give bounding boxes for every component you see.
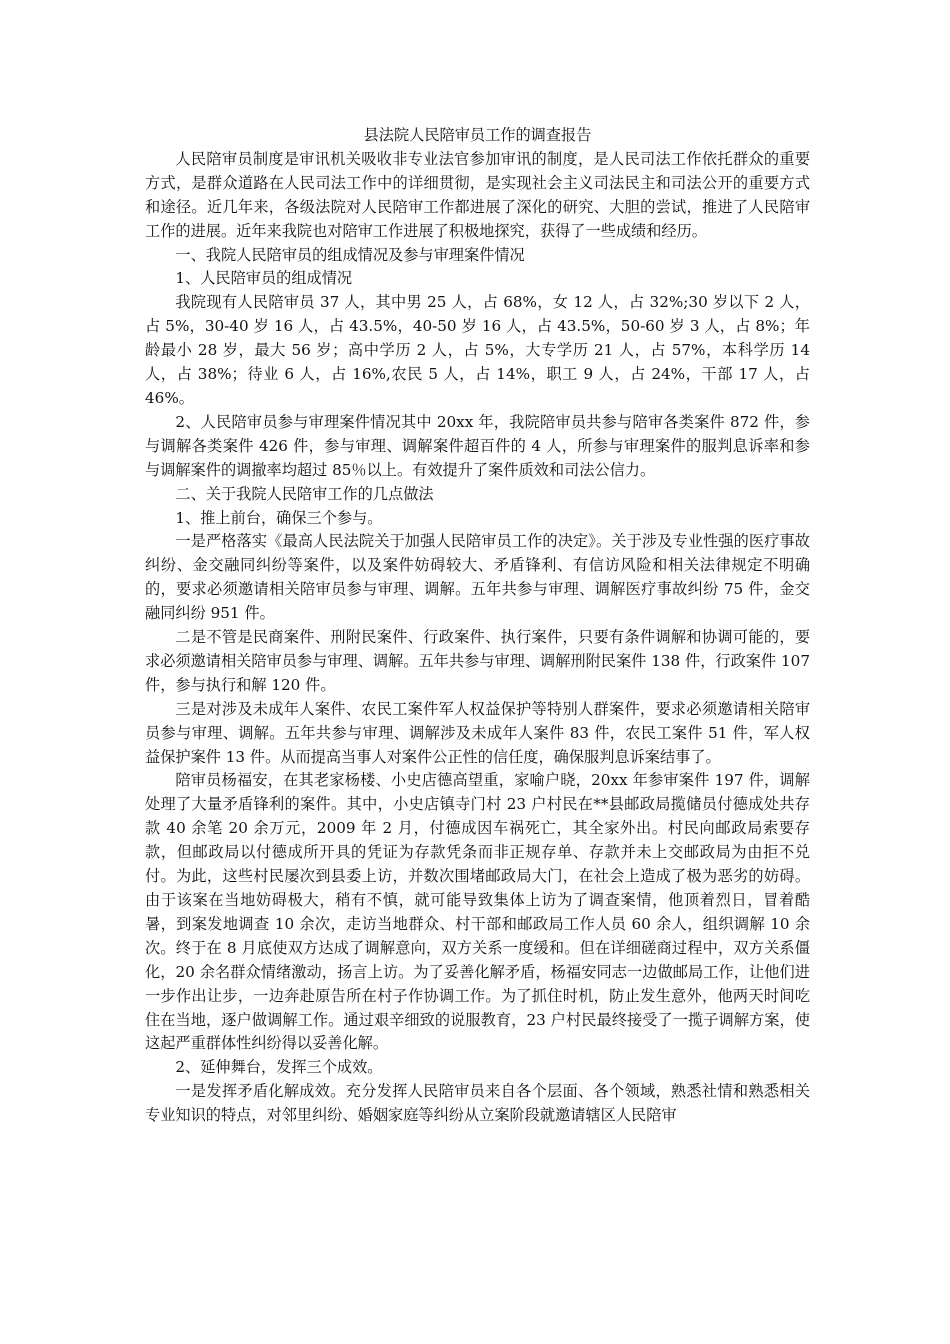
section-heading-1: 一、我院人民陪审员的组成情况及参与审理案件情况 — [175, 245, 525, 264]
practice-paragraph-1: 一是严格落实《最高人民法院关于加强人民陪审员工作的决定》。关于涉及专业性强的医疗事故纠纷、金交融同纠纷等案件，以及案件妨碍较大、矛盾锋利、有信访风险和相关法律规定不明确的，要求必须邀请相关陪审员参与审理、调解。五年共参与审理、调解医疗事故纠纷 75 件，金交融同纠纷 951 件。 — [145, 532, 810, 623]
subsection-heading-1-1: 1、人民陪审员的组成情况 — [175, 269, 353, 288]
section-heading-2: 二、关于我院人民陪审工作的几点做法 — [175, 484, 434, 503]
document-page — [145, 124, 810, 1128]
document-title: 县法院人民陪审员工作的调查报告 — [363, 126, 592, 144]
composition-paragraph: 我院现有人民陪审员 37 人，其中男 25 人，占 68%，女 12 人，占 32%;30 岁以下 2 人，占 5%，30-40 岁 16 人，占 43.5%，40-50 岁 16 人，占 43.5%，50-60 岁 3 人，占 8%；年龄最小 28 岁，最大 56 岁；高中学历 2 人，占 5%，大专学历 21 人，占 57%，本科学历 14 人，占 38%；待业 6 人，占 16%,农民 5 人，占 14%，职工 9 人，占 24%，干部 17 人，占 46%。 — [145, 293, 810, 407]
subsection-heading-2-2: 2、延伸舞台，发挥三个成效。 — [175, 1058, 383, 1077]
practice-paragraph-2: 二是不管是民商案件、刑附民案件、行政案件、执行案件，只要有条件调解和协调可能的，要求必须邀请相关陪审员参与审理、调解。五年共参与审理、调解刑附民案件 138 件，行政案件 107 件，参与执行和解 120 件。 — [145, 628, 810, 694]
case-participation-paragraph: 2、人民陪审员参与审理案件情况其中 20xx 年，我院陪审员共参与陪审各类案件 872 件，参与调解各类案件 426 件，参与审理、调解案件超百件的 4 人，所参与审理案件的服判息诉率和参与调解案件的调撤率均超过 85％以上。有效提升了案件质效和司法公信力。 — [145, 412, 810, 479]
practice-paragraph-3: 三是对涉及未成年人案件、农民工案件军人权益保护等特别人群案件，要求必须邀请相关陪审员参与审理、调解。五年共参与审理、调解涉及未成年人案件 83 件，农民工案件 51 件，军人权益保护案件 13 件。从而提高当事人对案件公正性的信任度，确保服判息诉案结事了。 — [145, 699, 810, 766]
intro-paragraph: 人民陪审员制度是审讯机关吸收非专业法官参加审讯的制度，是人民司法工作依托群众的重要方式，是群众道路在人民司法工作中的详细贯彻，是实现社会主义司法民主和司法公开的重要方式和途径。近几年来，各级法院对人民陪审工作都进展了深化的研究、大胆的尝试，推进了人民陪审工作的进展。近年来我院也对陪审工作进展了积极地探究，获得了一些成绩和经历。 — [145, 149, 810, 240]
effect-paragraph-1: 一是发挥矛盾化解成效。充分发挥人民陪审员来自各个层面、各个领域，熟悉社情和熟悉相关专业知识的特点，对邻里纠纷、婚姻家庭等纠纷从立案阶段就邀请辖区人民陪审 — [145, 1082, 810, 1125]
subsection-heading-2-1: 1、推上前台，确保三个参与。 — [175, 508, 383, 527]
case-example-paragraph: 陪审员杨福安，在其老家杨楼、小史店德高望重，家喻户晓，20xx 年参审案件 197 件，调解处理了大量矛盾锋利的案件。其中，小史店镇寺门村 23 户村民在**县邮政局揽储员付德成处共存款 40 余笔 20 余万元，2009 年 2 月，付德成因车祸死亡，其全家外出。村民向邮政局索要存款，但邮政局以付德成所开具的凭证为存款凭条而非正规存单、存款并未上交邮政局为由拒不兑付。为此，这些村民屡次到县委上访，并数次围堵邮政局大门，在社会上造成了极为恶劣的妨碍。由于该案在当地妨碍极大，稍有不慎，就可能导致集体上访为了调查案情，他顶着烈日，冒着酷暑，到案发地调查 10 余次，走访当地群众、村干部和邮政局工作人员 60 余人，组织调解 10 余次。终于在 8 月底使双方达成了调解意向，双方关系一度缓和。但在详细磋商过程中，双方关系僵化，20 余名群众情绪激动，扬言上访。为了妥善化解矛盾，杨福安同志一边做邮局工作，让他们进一步作出让步，一边奔赴原告所在村子作协调工作。为了抓住时机，防止发生意外，他两天时间吃住在当地，逐户做调解工作。通过艰辛细致的说服教育，23 户村民最终接受了一揽子调解方案，使这起严重群体性纠纷得以妥善化解。 — [145, 771, 810, 1053]
